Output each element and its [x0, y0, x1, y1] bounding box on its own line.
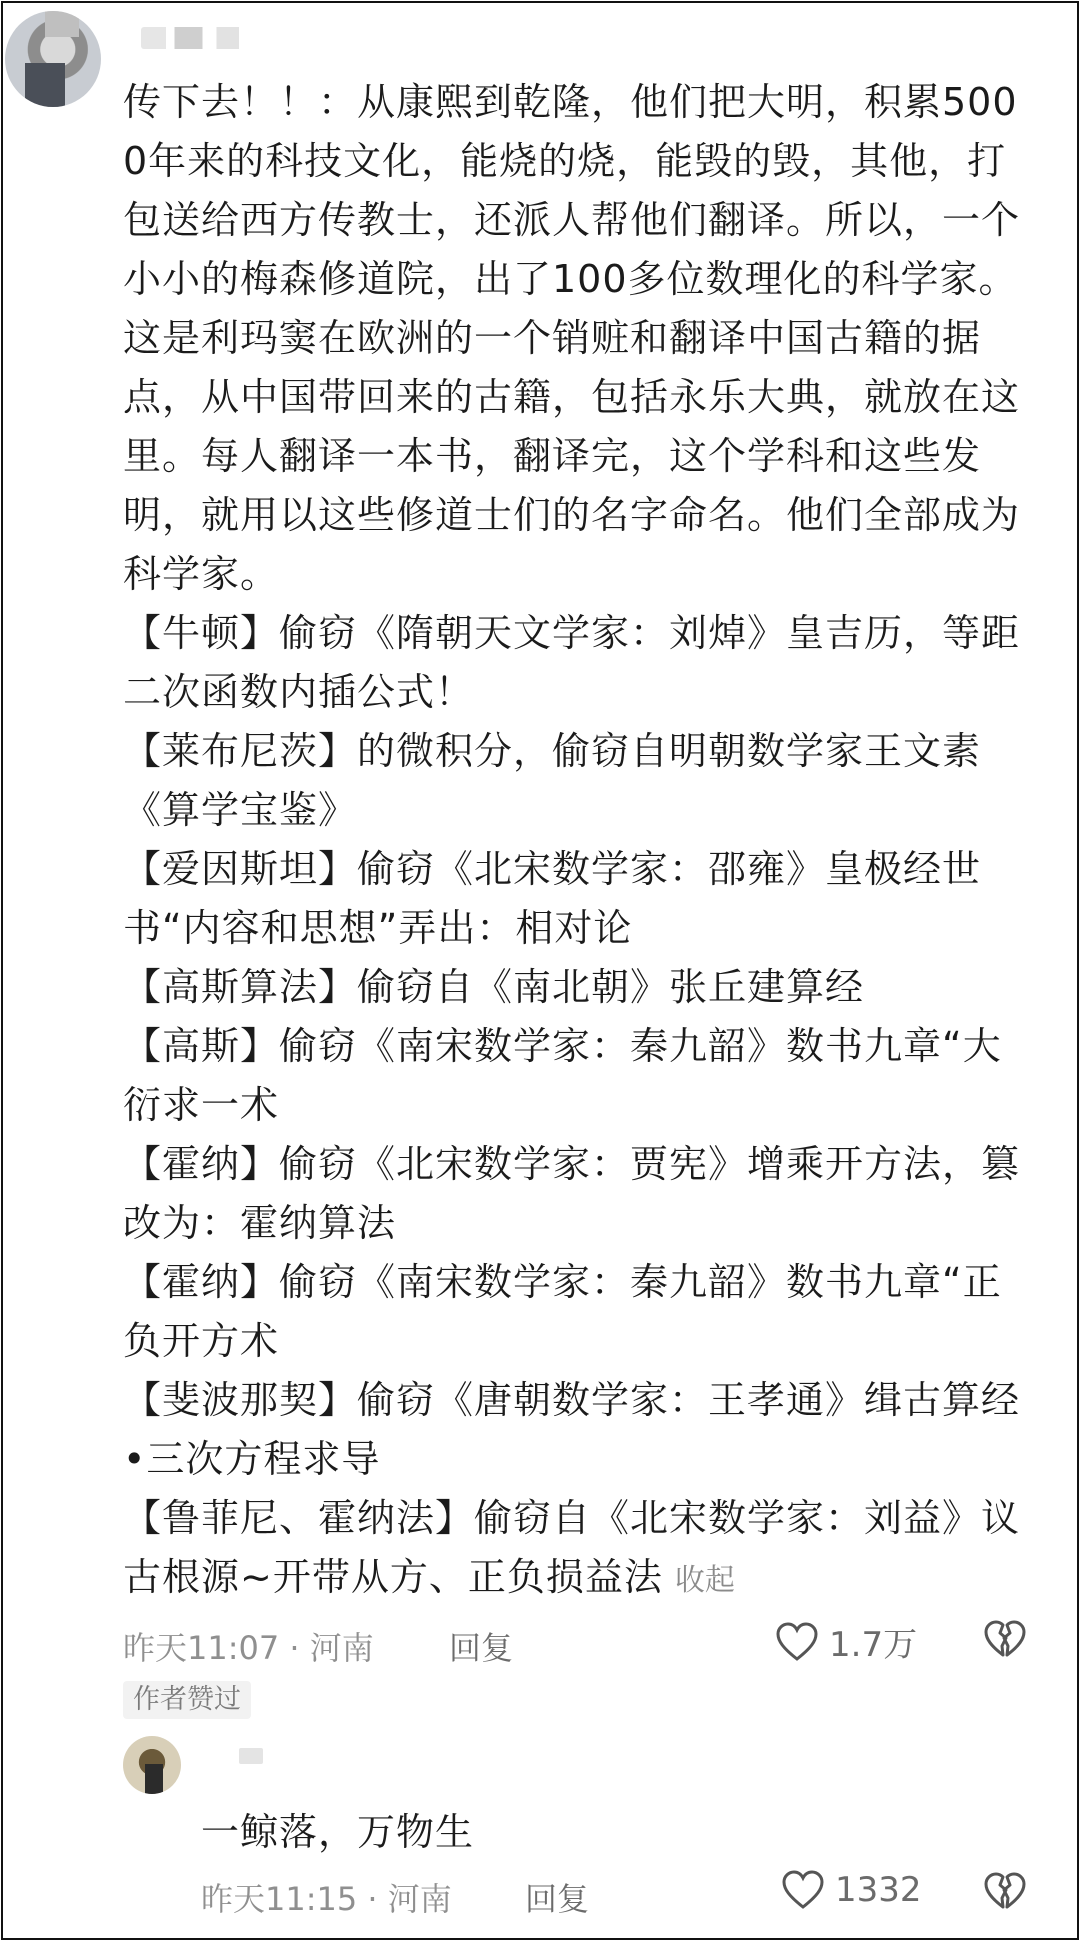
replier-name-blurred[interactable] — [239, 1748, 263, 1764]
comment-like-button[interactable] — [775, 1617, 917, 1666]
comment-location: 河南 — [309, 1629, 374, 1667]
reply-meta: 昨天11:15 · 河南 — [201, 1880, 452, 1918]
author-liked-badge: 作者赞过 — [123, 1681, 251, 1719]
comment-meta: 昨天11:07 · 河南 — [123, 1629, 374, 1667]
commenter-avatar[interactable] — [5, 11, 101, 107]
heart-outline-icon — [775, 1621, 819, 1663]
comment-reply-button[interactable]: 回复 — [449, 1629, 514, 1667]
reply-time: 昨天11:15 — [201, 1880, 358, 1918]
reply-like-count: 1332 — [835, 1870, 922, 1910]
comment-time: 昨天11:07 — [123, 1629, 280, 1667]
broken-heart-icon — [983, 1871, 1027, 1913]
comment-like-count: 1.7万 — [829, 1625, 918, 1665]
reply-dislike-button[interactable] — [983, 1871, 1027, 1913]
comment-thread — [1, 1, 1079, 1940]
comment-body — [123, 73, 1039, 1610]
heart-outline-icon — [781, 1869, 825, 1911]
reply-like-button[interactable] — [781, 1869, 922, 1911]
replier-avatar[interactable] — [123, 1736, 181, 1794]
reply-reply-button[interactable]: 回复 — [525, 1880, 590, 1918]
reply-location: 河南 — [387, 1880, 452, 1918]
reply-text: 一鲸落，万物生 — [201, 1810, 475, 1854]
comment-dislike-button[interactable] — [983, 1619, 1027, 1661]
comment-text: 传下去！！：从康熙到乾隆，他们把大明，积累5000年来的科技文化，能烧的烧，能毁的毁，其他，打包送给西方传教士，还派人帮他们翻译。所以，一个小小的梅森修道院，出了100多位数理化的科学家。这是利玛窦在欧洲的一个销赃和翻译中国古籍的据点，从中国带回来的古籍，包括永乐大典，就放在这里。每人翻译一本书，翻译完，这个学科和这些发明，就用以这些修道士们的名字命名。他们全部成为科学家。 【牛顿】偷窃《隋朝天文学家：刘焯》皇吉历，等距二次函数内插公式！ 【莱布尼茨】的微积分，偷窃自明朝数学家王文素《算学宝鉴》 【爱因斯坦】偷窃《北宋数学家：邵雍》皇极经世书“内容和思想”弄出：相对论 【高斯算法】偷窃自《南北朝》张丘建算经 【高斯】偷窃《南宋数学家：秦九韶》数书九章“大衍求一术 【霍纳】偷窃《北宋数学家：贾宪》增乘开方法，篡改为：霍纳算法 【霍纳】偷窃《南宋数学家：秦九韶》数书九章“正负开方术 【斐波那契】偷窃《唐朝数学家：王孝通》缉古算经•三次方程求导 【鲁菲尼、霍纳法】偷窃自《北宋数学家：刘益》议古根源~开带从方、正负损益法 — [123, 80, 1021, 1599]
collapse-link[interactable]: 收起 — [674, 1563, 735, 1598]
broken-heart-icon — [983, 1619, 1027, 1661]
commenter-name-blurred[interactable] — [141, 27, 281, 49]
